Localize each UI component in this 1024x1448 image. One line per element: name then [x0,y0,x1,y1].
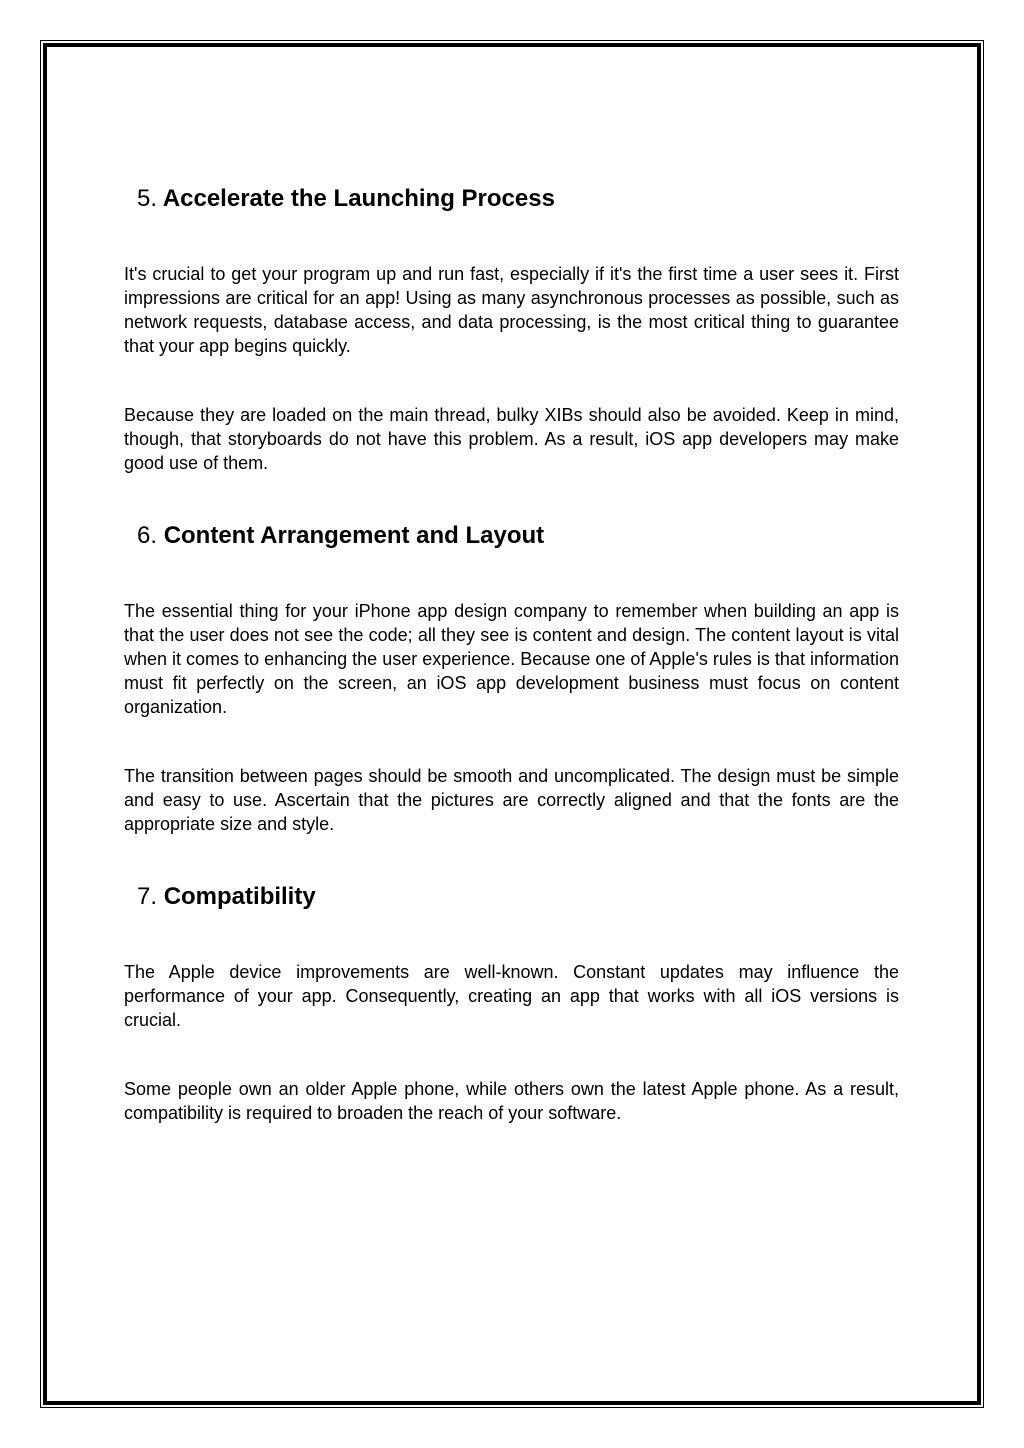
section-paragraph-block [124,764,899,836]
section-paragraph-block [124,262,899,358]
section-paragraph-block [124,599,899,719]
section-paragraph-block [124,1077,899,1125]
section-heading [137,522,544,550]
paragraph: Because they are loaded on the main thread, bulky XIBs should also be avoided. Keep in mind, though, that storyboards do not have this problem. As a result, iOS app developers may make good use of them. [124,405,899,473]
paragraph: The transition between pages should be smooth and uncomplicated. The design must be simple and easy to use. Ascertain that the pictures are correctly aligned and that the fonts are the appropriate size and style. [124,766,899,834]
section-number: 6. [137,522,158,549]
section-paragraph-block [124,403,899,475]
paragraph: Some people own an older Apple phone, while others own the latest Apple phone. As a result, compatibility is required to broaden the reach of your software. [124,1079,899,1123]
section-number: 7. [137,883,158,910]
section-heading [137,883,316,911]
section-number: 5. [137,185,158,212]
section-heading [137,185,555,213]
page-border-inner [43,43,981,1405]
paragraph: The Apple device improvements are well-known. Constant updates may influence the performance of your app. Consequently, creating an app that works with all iOS versions is crucial. [124,962,899,1030]
paragraph: The essential thing for your iPhone app design company to remember when building an app is that the user does not see the code; all they see is content and design. The content layout is vital when it comes to enhancing the user experience. Because one of Apple's rules is that information must fit perfectly on the screen, an iOS app development business must focus on content organization. [124,601,899,717]
section-title: Compatibility [163,883,316,910]
paragraph: It's crucial to get your program up and run fast, especially if it's the first time a user sees it. First impressions are critical for an app! Using as many asynchronous processes as possible, such as network requests, database access, and data processing, is the most critical thing to guarantee that your app begins quickly. [124,264,899,356]
section-paragraph-block [124,960,899,1032]
section-title: Content Arrangement and Layout [163,522,545,549]
section-title: Accelerate the Launching Process [162,185,555,212]
